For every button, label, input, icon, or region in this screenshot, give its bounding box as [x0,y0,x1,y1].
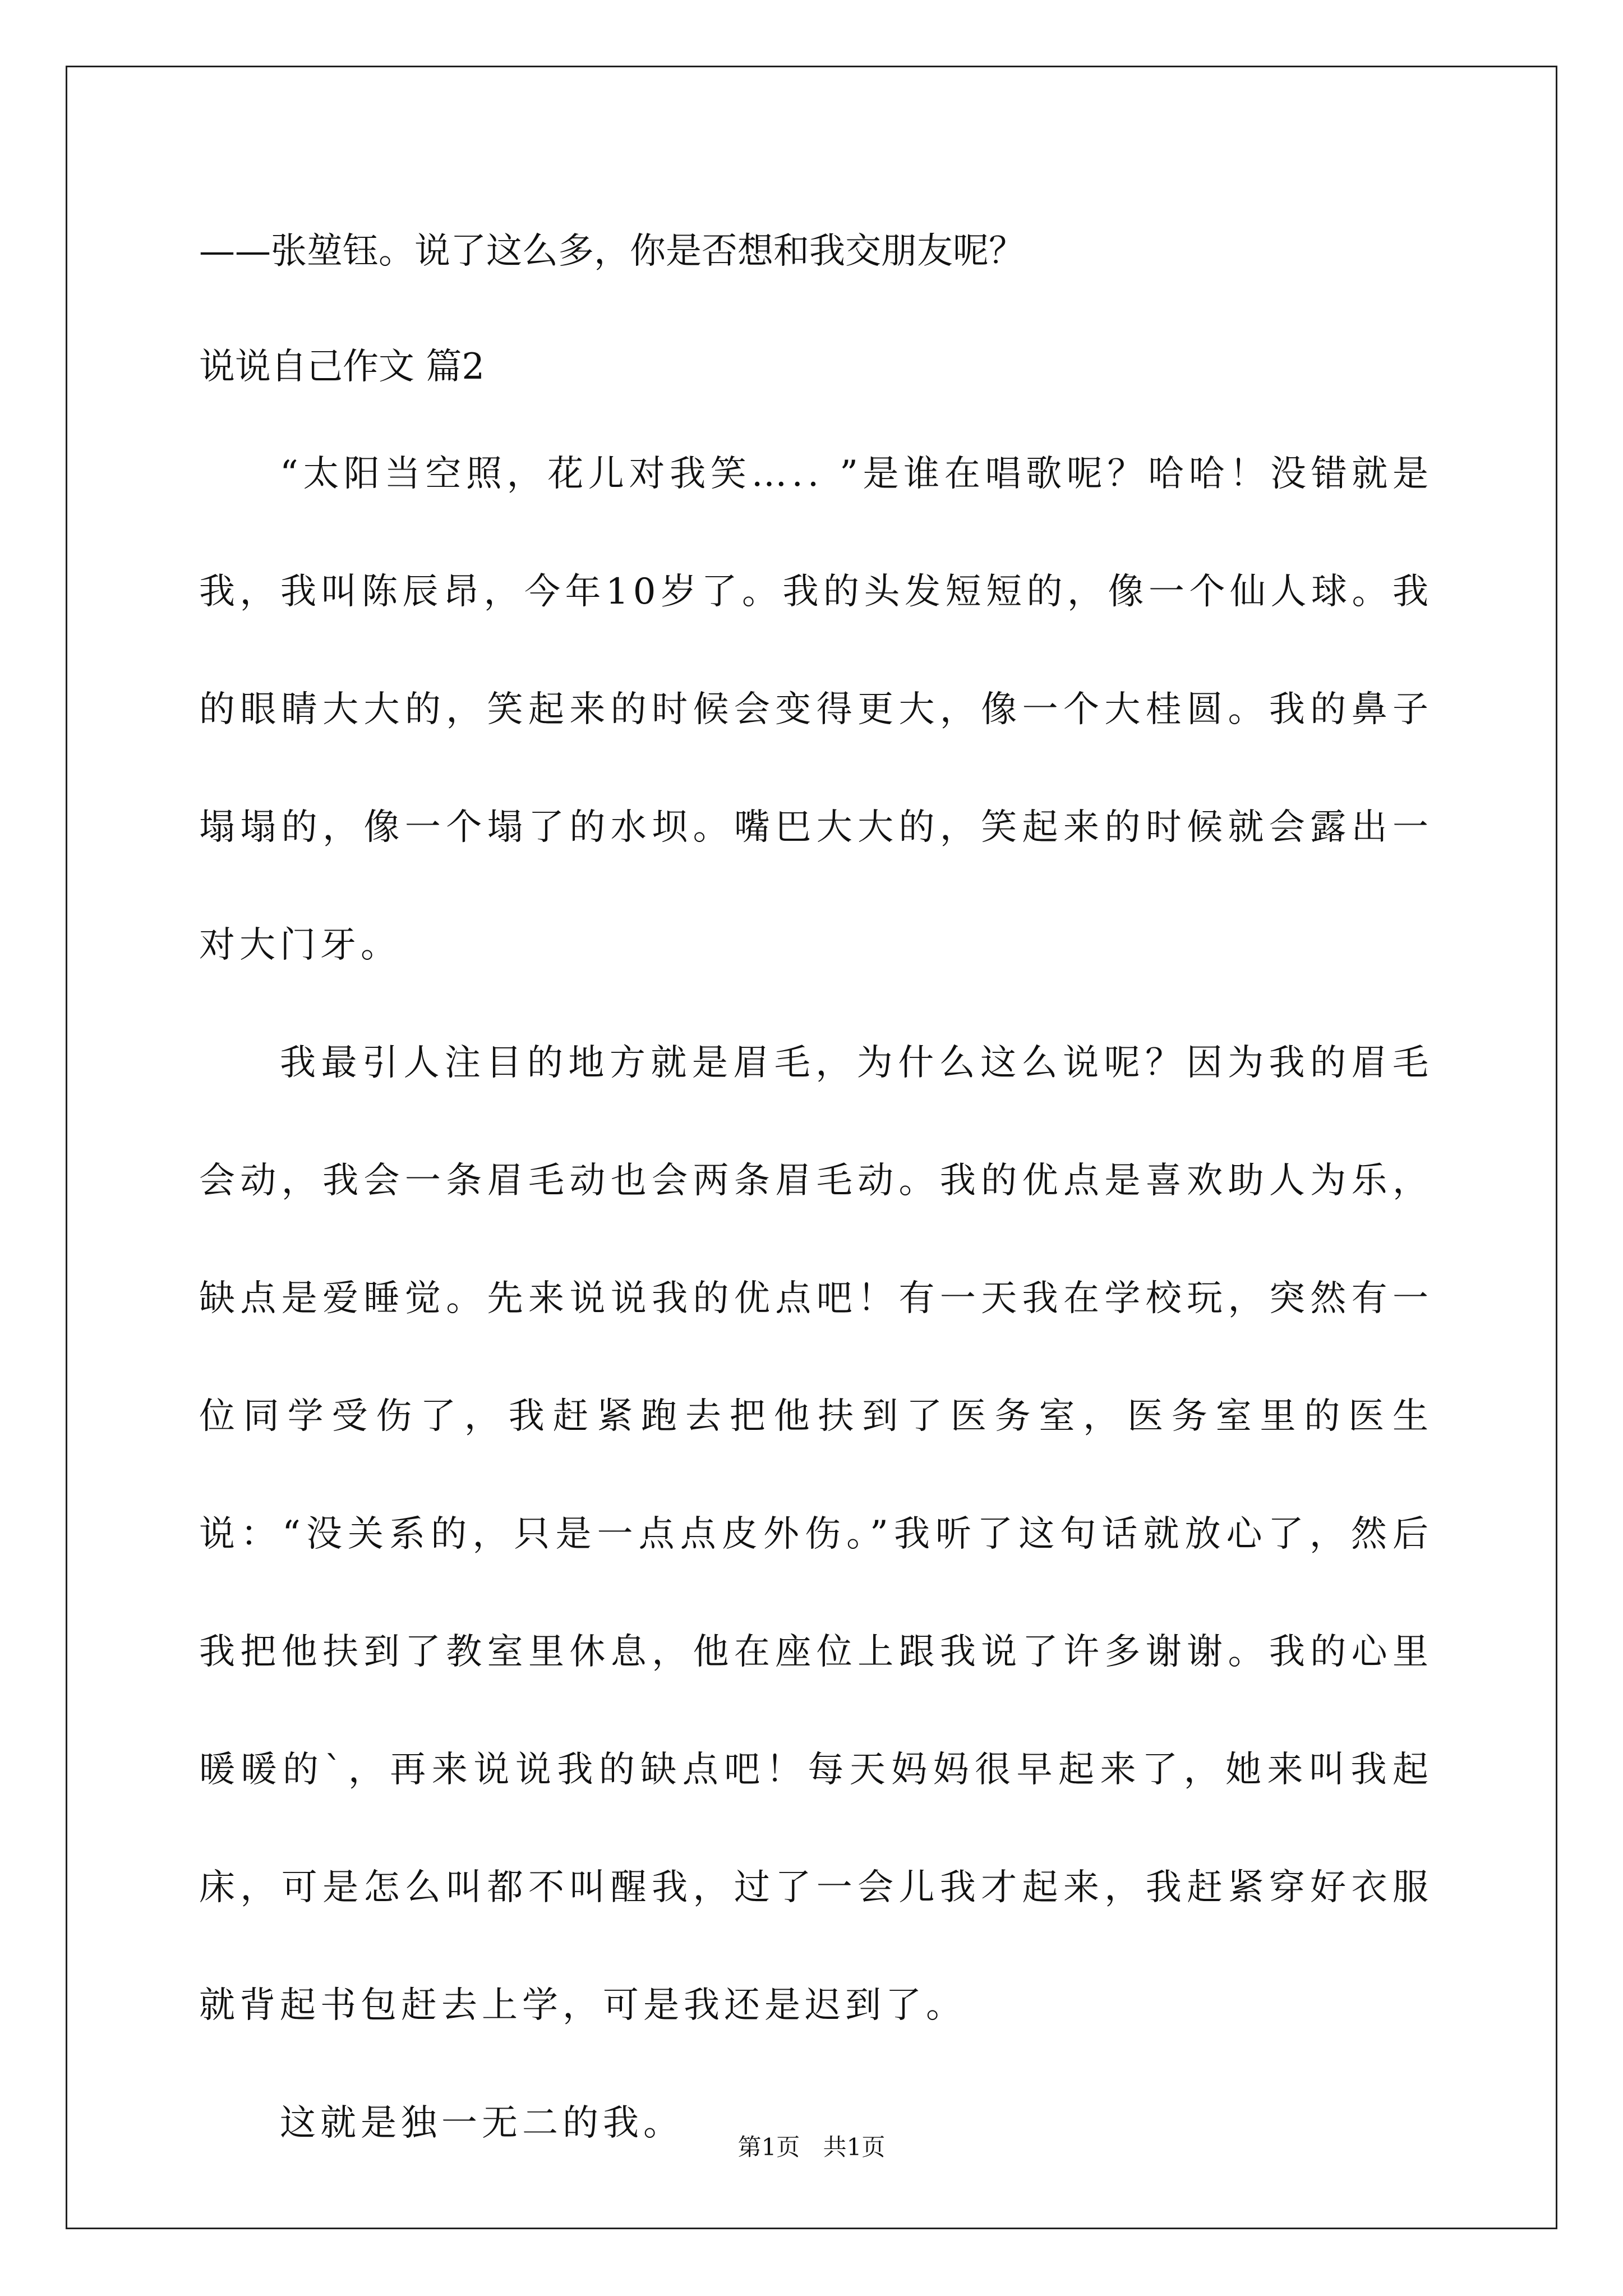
paragraph-1: “太阳当空照，花儿对我笑….. ”是谁在唱歌呢？哈哈！没错就是我，我叫陈辰昂，今年10岁了。我的头发短短的，像一个仙人球。我的眼睛大大的，笑起来的时候会变得更大，像一个大桂圆。我的鼻子塌塌的，像一个塌了的水坝。嘴巴大大的，笑起来的时候就会露出一对大门牙。 [199,453,1433,966]
page-number-current: 第1页 [737,2133,800,2161]
page-footer [0,2129,1623,2162]
paragraph-2: 我最引人注目的地方就是眉毛，为什么这么说呢？因为我的眉毛会动，我会一条眉毛动也会两条眉毛动。我的优点是喜欢助人为乐，缺点是爱睡觉。先来说说我的优点吧！有一天我在学校玩，突然有一位同学受伤了，我赶紧跑去把他扶到了医务室，医务室里的医生说：“没关系的，只是一点点皮外伤。”我听了这句话就放心了，然后我把他扶到了教室里休息，他在座位上跟我说了许多谢谢。我的心里暖暖的`，再来说说我的缺点吧！每天妈妈很早起来了，她来叫我起床，可是怎么叫都不叫醒我，过了一会儿我才起来，我赶紧穿好衣服就背起书包赶去上学，可是我还是迟到了。 [199,1042,1433,2026]
section-title: 说说自己作文 篇2 [199,346,485,388]
document-body [199,202,1433,2182]
page-number-total: 共1页 [823,2133,886,2161]
intro-line: ——张堃钰。说了这么多，你是否想和我交朋友呢？ [199,231,1025,272]
paragraph-3: 这就是独一无二的我。 [280,2102,684,2144]
